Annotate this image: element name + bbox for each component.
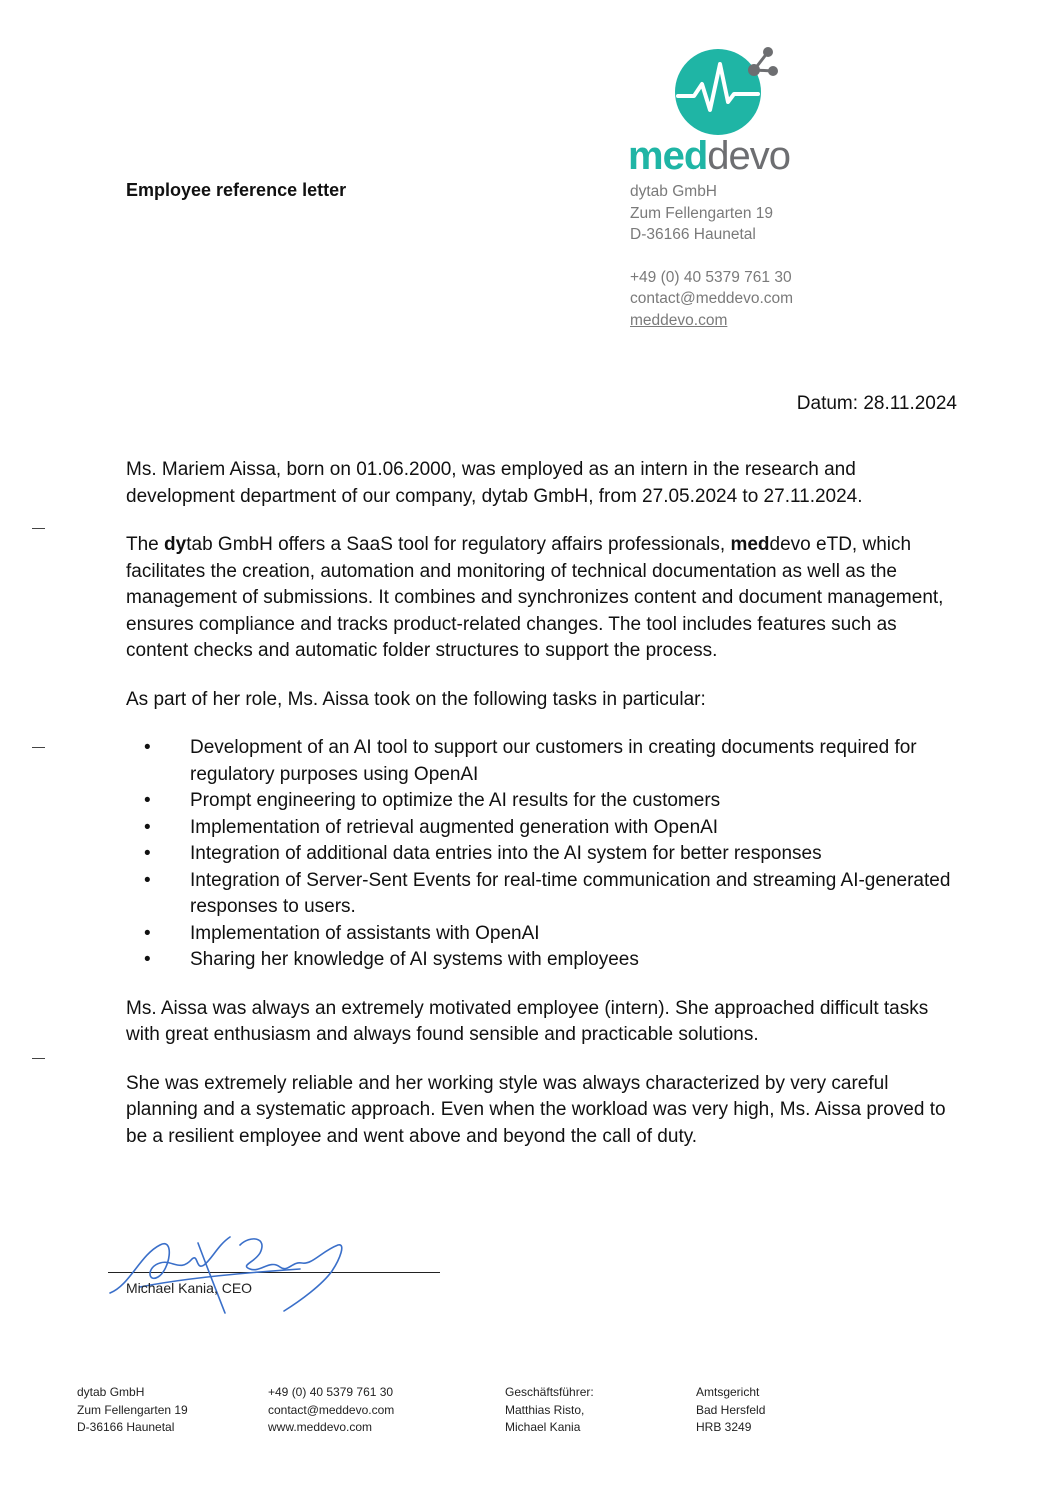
intro-paragraph: Ms. Mariem Aissa, born on 01.06.2000, was employed as an intern in the research and development department of our company, dytab GmbH, from 27.05.2024 to 27.11.2024. (126, 459, 863, 507)
reliability-paragraph: She was extremely reliable and her working style was always characterized by very careful planning and a systematic approach. Even when the workload was very high, Ms. Aissa proved to be a resilient employee and went above and beyond the call of duty. (126, 1072, 946, 1147)
list-item: • Integration of Server-Sent Events for real-time communication and streaming AI-generated responses to users. (144, 869, 951, 917)
address-city: D-36166 Haunetal (630, 226, 756, 243)
heartbeat-molecule-icon (628, 44, 788, 136)
list-item: • Implementation of retrieval augmented generation with OpenAI (144, 816, 719, 838)
motivation-paragraph: Ms. Aissa was always an extremely motivated employee (intern). She approached difficult tasks with great enthusiasm and always found sensible and practicable solutions. (126, 997, 929, 1045)
document-title: Employee reference letter (126, 180, 347, 200)
address-block (630, 181, 793, 331)
list-item: • Integration of additional data entries into the AI system for better responses (144, 843, 822, 864)
list-item: • Prompt engineering to optimize the AI results for the customers (144, 790, 721, 811)
address-phone: +49 (0) 40 5379 761 30 (630, 268, 792, 286)
signer-name: Michael Kania, CEO (126, 1280, 253, 1296)
address-email: contact@meddevo.com (630, 290, 794, 307)
handwritten-signature (100, 1215, 370, 1320)
fold-mark-top (32, 528, 45, 529)
footer-management: Geschäftsführer: Matthias Risto, Michael Kania (505, 1385, 594, 1434)
task-list (126, 735, 956, 974)
tasks-intro: As part of her role, Ms. Aissa took on the following tasks in particular: (126, 688, 706, 710)
address-website-link[interactable]: meddevo.com (630, 311, 728, 329)
fold-mark-middle (32, 747, 45, 748)
footer-company: dytab GmbH Zum Fellengarten 19 D-36166 Haunetal (77, 1385, 188, 1434)
logo-wordmark-med: med (628, 134, 708, 178)
logo-wordmark (628, 136, 790, 176)
footer-registry: Amtsgericht Bad Hersfeld HRB 3249 (696, 1385, 766, 1434)
company-name-bold: dy (164, 534, 187, 555)
list-item: • Development of an AI tool to support our customers in creating documents required for regulatory purposes using OpenAI (144, 737, 917, 785)
logo-wordmark-devo: devo (707, 134, 790, 178)
address-company: dytab GmbH (630, 183, 718, 200)
footer-contact: +49 (0) 40 5379 761 30 contact@meddevo.com www.meddevo.com (268, 1385, 395, 1434)
list-item: • Implementation of assistants with OpenAI (144, 922, 540, 944)
letter-date: Datum: 28.11.2024 (796, 393, 957, 414)
company-logo (628, 44, 828, 178)
product-name-bold: med (730, 534, 770, 555)
letter-body (126, 457, 956, 1172)
list-item: • Sharing her knowledge of AI systems with employees (144, 949, 639, 970)
company-paragraph: The dytab GmbH offers a SaaS tool for regulatory affairs professionals, meddevo eTD, which facilitates the creation, automation and monitoring of technical documentation as well as the management of submissions. It combines and synchronizes content and document management, ensures compliance and tracks product-related changes. The tool includes features such as content checks and automatic folder structures to support the process. (126, 534, 944, 661)
fold-mark-bottom (32, 1058, 45, 1059)
address-street: Zum Fellengarten 19 (630, 204, 774, 222)
